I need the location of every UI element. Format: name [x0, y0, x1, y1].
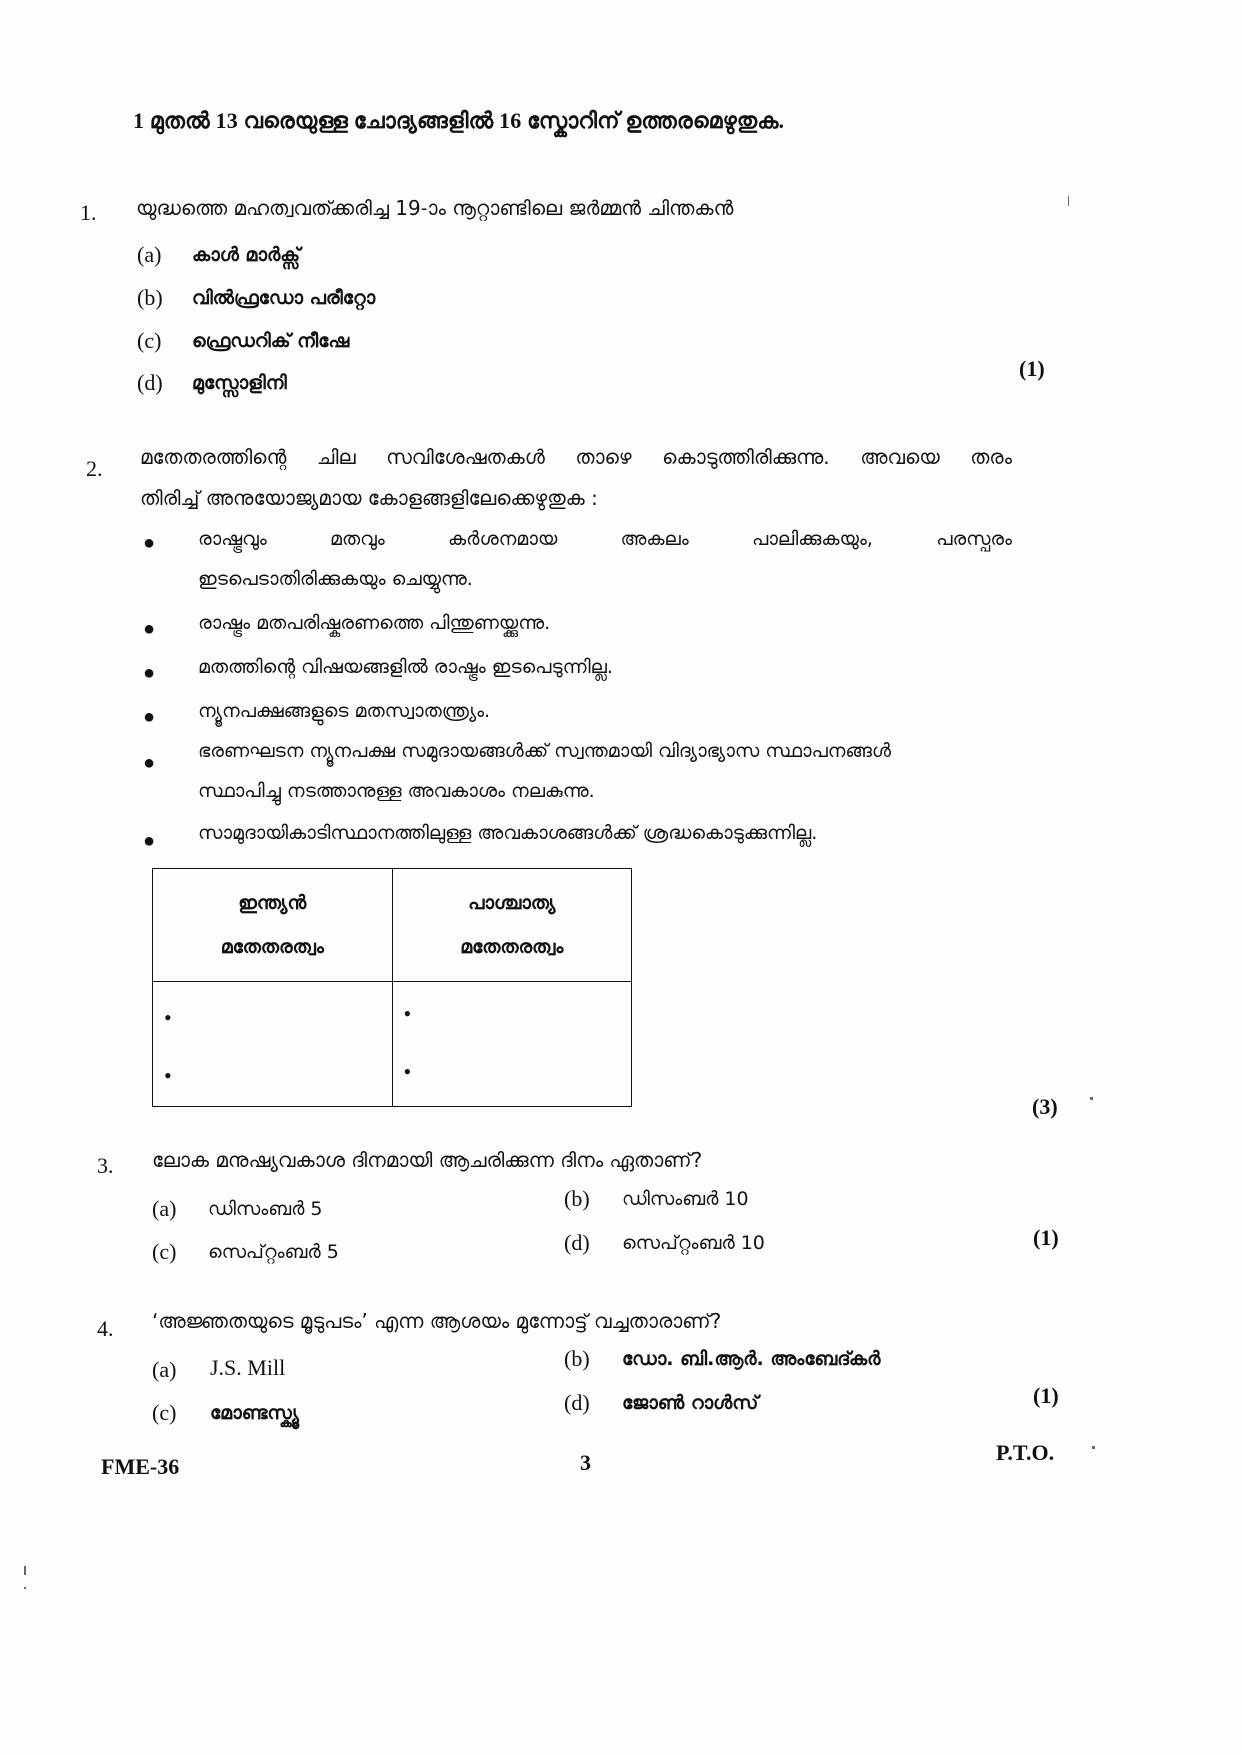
marks-label: (1) — [1019, 356, 1045, 381]
answer-cell-western — [392, 982, 632, 1107]
scan-artifact — [24, 1566, 26, 1575]
option-letter: (a) — [137, 242, 162, 267]
option-letter: (b) — [137, 285, 163, 310]
option-d-text: ജോൺ റാൾസ് — [622, 1392, 759, 1414]
bullet-icon: ● — [143, 830, 156, 852]
question-text: ‘അജ്ഞതയുടെ മൂടുപടം’ എന്ന ആശയം മുന്നോട്ട് വച്ചതാരാണ്? — [152, 1309, 722, 1333]
question-text-line-1: മതേതരത്തിന്റെ ചില സവിശേഷതകൾ താഴെ കൊടുത്തിരിക്കുന്നു. അവയെ തരം — [140, 445, 1012, 469]
option-letter: (d) — [137, 370, 163, 395]
question-text: യുദ്ധത്തെ മഹത്വവത്ക്കരിച്ച 19-ാം നൂറ്റാണ്ടിലെ ജർമ്മൻ ചിന്തകൻ — [136, 196, 734, 220]
marks-label: (1) — [1033, 1225, 1059, 1250]
option-letter: (b) — [564, 1346, 590, 1371]
option-letter: (c) — [137, 328, 162, 353]
question-number: 1. — [80, 200, 97, 225]
feature-item-4: ന്യൂനപക്ഷങ്ങളുടെ മതസ്വാതന്ത്ര്യം. — [198, 700, 491, 722]
column-header-western-secularism: പാശ്ചാത്യ മതേതരത്വം — [392, 869, 632, 982]
pto-label: P.T.O. — [996, 1440, 1055, 1465]
question-text: ലോക മനുഷ്യവകാശ ദിനമായി ആചരിക്കുന്ന ദിനം ഏതാണ്? — [152, 1148, 703, 1172]
column-header-indian-secularism: ഇന്ത്യൻ മതേതരത്വം — [153, 869, 393, 982]
option-letter: (d) — [564, 1390, 590, 1415]
option-letter: (a) — [152, 1196, 177, 1221]
question-number: 3. — [97, 1153, 114, 1178]
option-b-text: ഡിസംബർ 10 — [622, 1188, 749, 1210]
feature-item-5-line-2: സ്ഥാപിച്ചു നടത്താനുള്ള അവകാശം നലകുന്നു. — [198, 780, 595, 802]
bullet-icon: ● — [143, 706, 156, 728]
option-a-text: ഡിസംബർ 5 — [208, 1198, 323, 1220]
feature-item-5-line-1: ഭരണഘടന ന്യൂനപക്ഷ സമുദായങ്ങൾക്ക് സ്വന്തമായി വിദ്യാഭ്യാസ സ്ഥാപനങ്ങൾ — [198, 740, 891, 762]
bullet-icon: ● — [143, 662, 156, 684]
paper-code: FME-36 — [101, 1454, 180, 1479]
bullet-icon: ● — [143, 532, 156, 554]
option-b-text: ഡോ. ബി.ആർ. അംബേദ്കർ — [622, 1348, 881, 1370]
bullet-icon: ● — [143, 618, 156, 640]
instruction-heading: 1 മുതൽ 13 വരെയുള്ള ചോദ്യങ്ങളിൽ 16 സ്കോറിന് ഉത്തരമെഴുതുക. — [133, 108, 785, 133]
option-b-text: വിൽഫ്രഡോ പരീറ്റോ — [192, 287, 376, 309]
bullet-icon: • — [403, 1059, 412, 1084]
feature-item-2: രാഷ്ട്രം മതപരിഷ്കരണത്തെ പിന്തുണയ്ക്കുന്നു. — [198, 612, 551, 634]
option-d-text: മുസ്സോളിനി — [192, 372, 287, 394]
scan-artifact — [1068, 196, 1069, 206]
option-d-text: സെപ്റ്റംബർ 10 — [622, 1232, 765, 1254]
bullet-icon: • — [403, 1001, 412, 1026]
marks-label: (3) — [1032, 1094, 1058, 1119]
question-number: 2. — [86, 456, 103, 481]
feature-item-3: മതത്തിന്റെ വിഷയങ്ങളിൽ രാഷ്ട്രം ഇടപെടുന്നില്ല. — [198, 656, 613, 678]
question-text-line-2: തിരിച്ച് അനുയോജ്യമായ കോളങ്ങളിലേക്കെഴുതുക : — [140, 486, 598, 510]
option-letter: (a) — [152, 1357, 177, 1382]
feature-item-6: സാമുദായികാടിസ്ഥാനത്തിലുള്ള അവകാശങ്ങൾക്ക് ശ്രദ്ധകൊടുക്കുന്നില്ല. — [198, 822, 818, 844]
bullet-icon: ● — [143, 752, 156, 774]
option-c-text: ഫ്രെഡറിക് നീഷേ — [192, 330, 350, 352]
option-a-text: കാൾ മാർക്സ് — [192, 244, 301, 266]
feature-item-1-line-2: ഇടപെടാതിരിക്കുകയും ചെയ്യുന്നു. — [198, 568, 473, 590]
option-a-text: J.S. Mill — [210, 1355, 286, 1380]
bullet-icon: • — [164, 1005, 172, 1030]
option-c-text: മോണ്ടസ്ക്യൂ — [210, 1402, 299, 1424]
scan-artifact — [1090, 1097, 1093, 1100]
scan-artifact — [1092, 1446, 1095, 1449]
option-letter: (d) — [564, 1230, 590, 1255]
option-letter: (c) — [152, 1239, 177, 1264]
option-c-text: സെപ്റ്റംബർ 5 — [208, 1241, 339, 1263]
answer-table — [152, 868, 632, 1107]
marks-label: (1) — [1033, 1383, 1059, 1408]
option-letter: (b) — [564, 1186, 590, 1211]
feature-item-1-line-1: രാഷ്ട്രവും മതവും കർശനമായ അകലം പാലിക്കുകയും, പരസ്പരം — [198, 528, 1012, 550]
question-number: 4. — [97, 1316, 114, 1341]
answer-cell-indian — [153, 982, 393, 1107]
scan-artifact — [24, 1587, 26, 1589]
page-number: 3 — [580, 1450, 591, 1475]
option-letter: (c) — [152, 1400, 177, 1425]
bullet-icon: • — [164, 1063, 172, 1088]
